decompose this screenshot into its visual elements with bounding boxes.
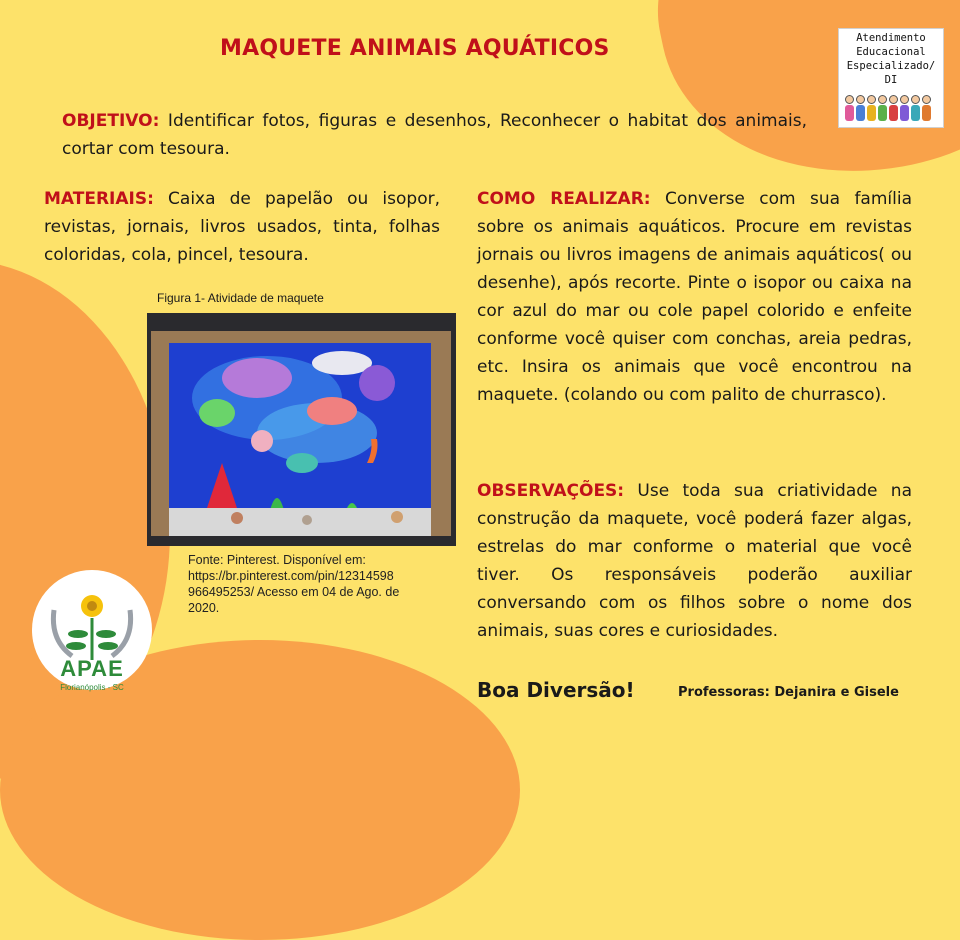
badge-line-2: Educacional (856, 46, 926, 58)
boa-diversao-text: Boa Diversão! (477, 678, 635, 702)
observacoes-text: Use toda sua criatividade na construção da maquete, você poderá fazer algas, estrelas do mar conforme o material que você tiver. Os responsáveis poderão auxiliar conversando com os filhos sobre o nome dos animais, suas cores e curiosidades. (477, 481, 912, 641)
observacoes-paragraph (477, 477, 912, 645)
badge-line-3: Especializado/ DI (846, 60, 936, 86)
figure-caption: Figura 1- Atividade de maquete (157, 291, 324, 305)
como-realizar-text: Converse com sua família sobre os animais aquáticos. Procure em revistas jornais ou livros imagens de animais aquáticos( ou desenhe), após recorte. Pinte o isopor ou caixa na cor azul do mar ou cole papel colorido e enfeite conforme você quiser com conchas, areia pedras, etc. Insira os animais que você encontrou na maquete. (colando ou com palito de churrasco). (477, 189, 912, 405)
objetivo-paragraph (62, 107, 807, 163)
objetivo-text: Identificar fotos, figuras e desenhos, Reconhecer o habitat dos animais, cortar com tesoura. (62, 111, 807, 159)
group-of-people-icon (845, 89, 937, 121)
figure-source: Fonte: Pinterest. Disponível em: https://br.pinterest.com/pin/12314598 966495253/ Acesso em 04 de Ago. de 2020. (188, 553, 400, 615)
maquete-photo (147, 313, 456, 546)
logo-name: APAE (60, 656, 124, 681)
como-realizar-label: COMO REALIZAR: (477, 189, 651, 209)
aee-badge (838, 28, 944, 128)
professoras-text: Professoras: Dejanira e Gisele (678, 685, 899, 700)
como-realizar-paragraph (477, 185, 912, 409)
materiais-paragraph (44, 185, 440, 269)
materiais-text: Caixa de papelão ou isopor, revistas, jornais, livros usados, tinta, folhas coloridas, cola, pincel, tesoura. (44, 189, 440, 265)
badge-line-1: Atendimento (856, 32, 926, 44)
page-title: MAQUETE ANIMAIS AQUÁTICOS (220, 36, 610, 61)
objetivo-label: OBJETIVO: (62, 111, 160, 131)
observacoes-label: OBSERVAÇÕES: (477, 481, 625, 501)
materiais-label: MATERIAIS: (44, 189, 154, 209)
logo-city: Florianópolis - SC (60, 683, 124, 692)
